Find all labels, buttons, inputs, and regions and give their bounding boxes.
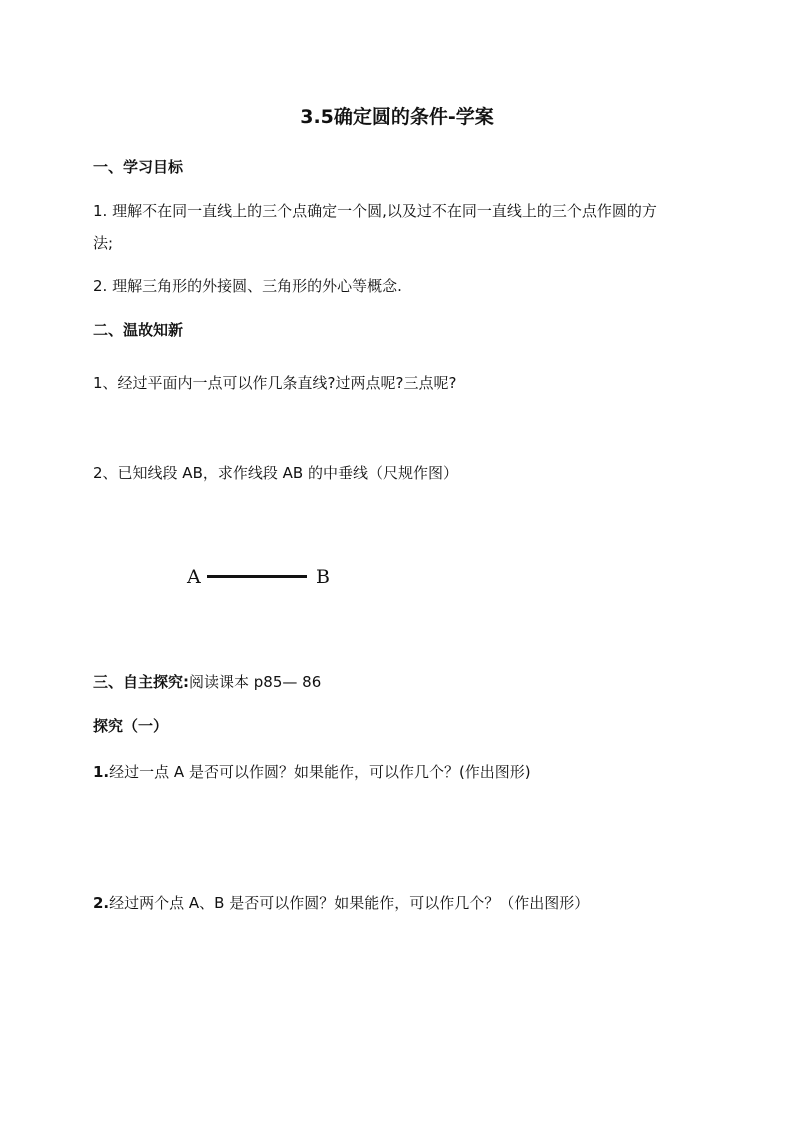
- line-segment-ab: [207, 575, 307, 578]
- self-exploration-heading-text: 三、自主探究:: [93, 673, 189, 691]
- page-title: 3.5确定圆的条件-学案: [300, 106, 494, 128]
- section-heading-self-exploration: [93, 672, 321, 692]
- exploration-sub-heading: 探究（一）: [93, 717, 169, 735]
- exploration-question-1-number: 1.: [93, 763, 110, 781]
- review-question-2: 2、已知线段 AB，求作线段 AB 的中垂线（尺规作图）: [93, 464, 458, 482]
- goal-item-1-line-1: 1. 理解不在同一直线上的三个点确定一个圆,以及过不在同一直线上的三个点作圆的方: [93, 202, 657, 220]
- exploration-question-1: [93, 762, 531, 782]
- goal-item-2: 2. 理解三角形的外接圆、三角形的外心等概念.: [93, 277, 402, 295]
- exploration-question-2: [93, 893, 589, 913]
- exploration-question-1-text: 经过一点 A 是否可以作圆？如果能作，可以作几个？(作出图形): [109, 763, 531, 781]
- section-heading-learning-goals: 一、学习目标: [93, 158, 184, 176]
- section-heading-review: 二、温故知新: [93, 321, 184, 339]
- exploration-question-2-text: 经过两个点 A、B 是否可以作圆？如果能作，可以作几个？（作出图形）: [109, 894, 590, 912]
- self-exploration-reading-note: 阅读课本 p85— 86: [189, 673, 322, 691]
- exploration-question-2-number: 2.: [93, 894, 110, 912]
- review-question-1: 1、经过平面内一点可以作几条直线?过两点呢?三点呢?: [93, 374, 457, 392]
- segment-label-b: B: [316, 566, 330, 588]
- segment-label-a: A: [187, 566, 201, 588]
- goal-item-1-line-2: 法;: [93, 234, 114, 252]
